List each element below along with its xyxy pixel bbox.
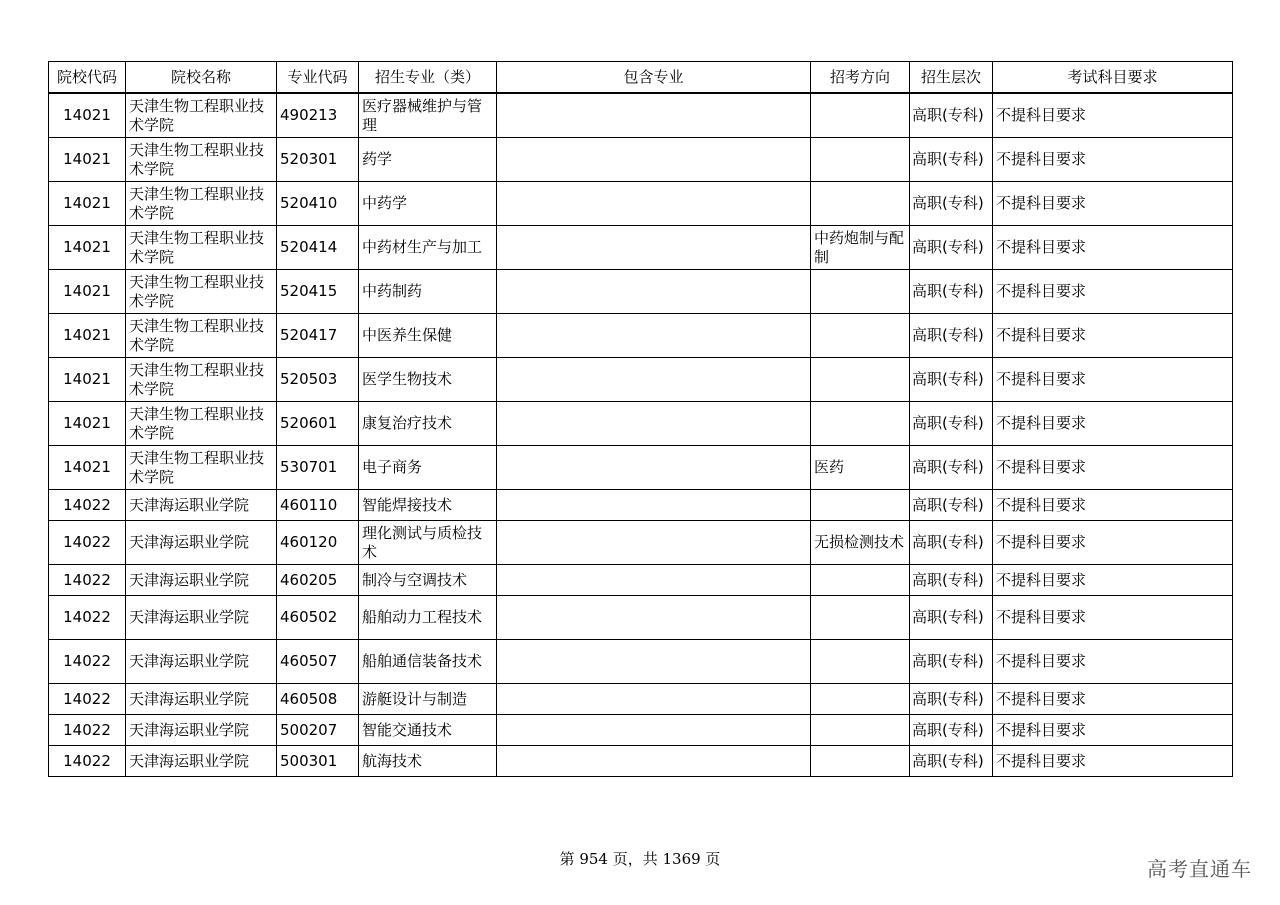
cell-major-code: 460508 (277, 684, 359, 715)
cell-level: 高职(专科) (910, 521, 993, 565)
cell-subject-requirement: 不提科目要求 (993, 715, 1233, 746)
cell-school-name: 天津生物工程职业技术学院 (126, 314, 277, 358)
cell-school-name: 天津海运职业学院 (126, 684, 277, 715)
cell-level: 高职(专科) (910, 226, 993, 270)
cell-included-majors (497, 596, 811, 640)
cell-direction (811, 596, 910, 640)
table-row (49, 314, 1233, 358)
cell-major: 智能焊接技术 (359, 490, 497, 521)
cell-school-code: 14022 (49, 684, 126, 715)
cell-level: 高职(专科) (910, 314, 993, 358)
cell-included-majors (497, 640, 811, 684)
cell-level: 高职(专科) (910, 138, 993, 182)
table-body (49, 93, 1233, 777)
cell-subject-requirement: 不提科目要求 (993, 402, 1233, 446)
cell-school-name: 天津海运职业学院 (126, 715, 277, 746)
cell-major: 中医养生保健 (359, 314, 497, 358)
table-row (49, 596, 1233, 640)
cell-school-name: 天津海运职业学院 (126, 490, 277, 521)
cell-major-code: 520414 (277, 226, 359, 270)
cell-subject-requirement: 不提科目要求 (993, 446, 1233, 490)
cell-direction: 中药炮制与配制 (811, 226, 910, 270)
header-level: 招生层次 (910, 62, 993, 94)
cell-subject-requirement: 不提科目要求 (993, 270, 1233, 314)
cell-level: 高职(专科) (910, 270, 993, 314)
cell-level: 高职(专科) (910, 358, 993, 402)
cell-level: 高职(专科) (910, 684, 993, 715)
cell-direction (811, 684, 910, 715)
cell-level: 高职(专科) (910, 490, 993, 521)
cell-included-majors (497, 746, 811, 777)
cell-school-code: 14022 (49, 596, 126, 640)
cell-level: 高职(专科) (910, 446, 993, 490)
table-row (49, 270, 1233, 314)
cell-level: 高职(专科) (910, 596, 993, 640)
cell-level: 高职(专科) (910, 93, 993, 138)
cell-major-code: 520417 (277, 314, 359, 358)
table-row (49, 138, 1233, 182)
cell-major: 中药学 (359, 182, 497, 226)
cell-subject-requirement: 不提科目要求 (993, 93, 1233, 138)
cell-level: 高职(专科) (910, 715, 993, 746)
cell-major-code: 530701 (277, 446, 359, 490)
table-row (49, 226, 1233, 270)
cell-school-code: 14022 (49, 715, 126, 746)
cell-subject-requirement: 不提科目要求 (993, 138, 1233, 182)
cell-school-name: 天津海运职业学院 (126, 746, 277, 777)
cell-direction (811, 746, 910, 777)
cell-school-name: 天津生物工程职业技术学院 (126, 138, 277, 182)
cell-direction: 无损检测技术 (811, 521, 910, 565)
cell-major: 中药制药 (359, 270, 497, 314)
cell-subject-requirement: 不提科目要求 (993, 182, 1233, 226)
cell-direction (811, 93, 910, 138)
page-footer: 第 954 页，共 1369 页 (559, 850, 721, 868)
cell-subject-requirement: 不提科目要求 (993, 684, 1233, 715)
cell-included-majors (497, 270, 811, 314)
cell-included-majors (497, 521, 811, 565)
header-school-code: 院校代码 (49, 62, 126, 94)
table-row (49, 490, 1233, 521)
cell-direction (811, 565, 910, 596)
cell-direction (811, 402, 910, 446)
cell-direction (811, 358, 910, 402)
cell-included-majors (497, 684, 811, 715)
cell-major: 船舶通信装备技术 (359, 640, 497, 684)
cell-subject-requirement: 不提科目要求 (993, 640, 1233, 684)
header-direction: 招考方向 (811, 62, 910, 94)
cell-subject-requirement: 不提科目要求 (993, 358, 1233, 402)
cell-major-code: 520301 (277, 138, 359, 182)
table-row (49, 521, 1233, 565)
cell-subject-requirement: 不提科目要求 (993, 565, 1233, 596)
cell-major: 医疗器械维护与管理 (359, 93, 497, 138)
cell-school-name: 天津海运职业学院 (126, 521, 277, 565)
cell-major: 制冷与空调技术 (359, 565, 497, 596)
cell-level: 高职(专科) (910, 565, 993, 596)
cell-included-majors (497, 226, 811, 270)
cell-included-majors (497, 715, 811, 746)
cell-included-majors (497, 138, 811, 182)
cell-major-code: 460502 (277, 596, 359, 640)
cell-school-name: 天津生物工程职业技术学院 (126, 358, 277, 402)
cell-school-code: 14021 (49, 446, 126, 490)
cell-major: 游艇设计与制造 (359, 684, 497, 715)
cell-included-majors (497, 446, 811, 490)
table-row (49, 565, 1233, 596)
cell-included-majors (497, 93, 811, 138)
cell-school-name: 天津生物工程职业技术学院 (126, 402, 277, 446)
cell-subject-requirement: 不提科目要求 (993, 746, 1233, 777)
cell-major-code: 460205 (277, 565, 359, 596)
cell-included-majors (497, 358, 811, 402)
cell-school-code: 14022 (49, 640, 126, 684)
cell-direction (811, 138, 910, 182)
cell-major: 医学生物技术 (359, 358, 497, 402)
table-row (49, 93, 1233, 138)
cell-school-code: 14021 (49, 402, 126, 446)
cell-included-majors (497, 314, 811, 358)
cell-level: 高职(专科) (910, 746, 993, 777)
cell-school-name: 天津生物工程职业技术学院 (126, 226, 277, 270)
cell-level: 高职(专科) (910, 182, 993, 226)
cell-major-code: 520503 (277, 358, 359, 402)
cell-major: 中药材生产与加工 (359, 226, 497, 270)
table-row (49, 402, 1233, 446)
cell-direction (811, 270, 910, 314)
cell-school-code: 14022 (49, 565, 126, 596)
table-row (49, 746, 1233, 777)
cell-direction (811, 640, 910, 684)
cell-school-code: 14021 (49, 93, 126, 138)
cell-school-name: 天津海运职业学院 (126, 596, 277, 640)
header-subject-requirement: 考试科目要求 (993, 62, 1233, 94)
watermark-logo: 高考直通车 (1147, 857, 1252, 881)
cell-school-code: 14021 (49, 358, 126, 402)
cell-subject-requirement: 不提科目要求 (993, 314, 1233, 358)
cell-included-majors (497, 402, 811, 446)
header-school-name: 院校名称 (126, 62, 277, 94)
cell-direction (811, 715, 910, 746)
table-row (49, 684, 1233, 715)
cell-school-code: 14022 (49, 521, 126, 565)
cell-direction (811, 314, 910, 358)
cell-subject-requirement: 不提科目要求 (993, 596, 1233, 640)
cell-school-code: 14022 (49, 490, 126, 521)
cell-school-code: 14022 (49, 746, 126, 777)
cell-school-code: 14021 (49, 226, 126, 270)
cell-included-majors (497, 565, 811, 596)
cell-subject-requirement: 不提科目要求 (993, 490, 1233, 521)
table-row (49, 358, 1233, 402)
cell-major-code: 500207 (277, 715, 359, 746)
cell-major-code: 520601 (277, 402, 359, 446)
cell-major: 船舶动力工程技术 (359, 596, 497, 640)
cell-school-name: 天津生物工程职业技术学院 (126, 446, 277, 490)
cell-school-name: 天津生物工程职业技术学院 (126, 270, 277, 314)
cell-major-code: 460110 (277, 490, 359, 521)
cell-major-code: 460120 (277, 521, 359, 565)
cell-major-code: 460507 (277, 640, 359, 684)
cell-major: 理化测试与质检技术 (359, 521, 497, 565)
cell-level: 高职(专科) (910, 640, 993, 684)
table-row (49, 715, 1233, 746)
cell-major: 药学 (359, 138, 497, 182)
cell-direction (811, 490, 910, 521)
cell-school-code: 14021 (49, 314, 126, 358)
cell-level: 高职(专科) (910, 402, 993, 446)
table-row (49, 182, 1233, 226)
cell-school-name: 天津生物工程职业技术学院 (126, 182, 277, 226)
table-header-row (49, 62, 1233, 94)
cell-school-name: 天津海运职业学院 (126, 640, 277, 684)
cell-major-code: 500301 (277, 746, 359, 777)
cell-major: 智能交通技术 (359, 715, 497, 746)
header-major: 招生专业（类） (359, 62, 497, 94)
cell-school-code: 14021 (49, 270, 126, 314)
table-row (49, 640, 1233, 684)
header-major-code: 专业代码 (277, 62, 359, 94)
header-included-majors: 包含专业 (497, 62, 811, 94)
cell-school-code: 14021 (49, 138, 126, 182)
table-row (49, 446, 1233, 490)
cell-major: 康复治疗技术 (359, 402, 497, 446)
admissions-table (48, 61, 1233, 777)
cell-major-code: 520410 (277, 182, 359, 226)
cell-direction: 医药 (811, 446, 910, 490)
cell-included-majors (497, 182, 811, 226)
cell-major: 电子商务 (359, 446, 497, 490)
cell-major-code: 520415 (277, 270, 359, 314)
cell-subject-requirement: 不提科目要求 (993, 521, 1233, 565)
cell-direction (811, 182, 910, 226)
cell-included-majors (497, 490, 811, 521)
cell-major-code: 490213 (277, 93, 359, 138)
cell-major: 航海技术 (359, 746, 497, 777)
cell-school-name: 天津生物工程职业技术学院 (126, 93, 277, 138)
cell-subject-requirement: 不提科目要求 (993, 226, 1233, 270)
cell-school-name: 天津海运职业学院 (126, 565, 277, 596)
cell-school-code: 14021 (49, 182, 126, 226)
